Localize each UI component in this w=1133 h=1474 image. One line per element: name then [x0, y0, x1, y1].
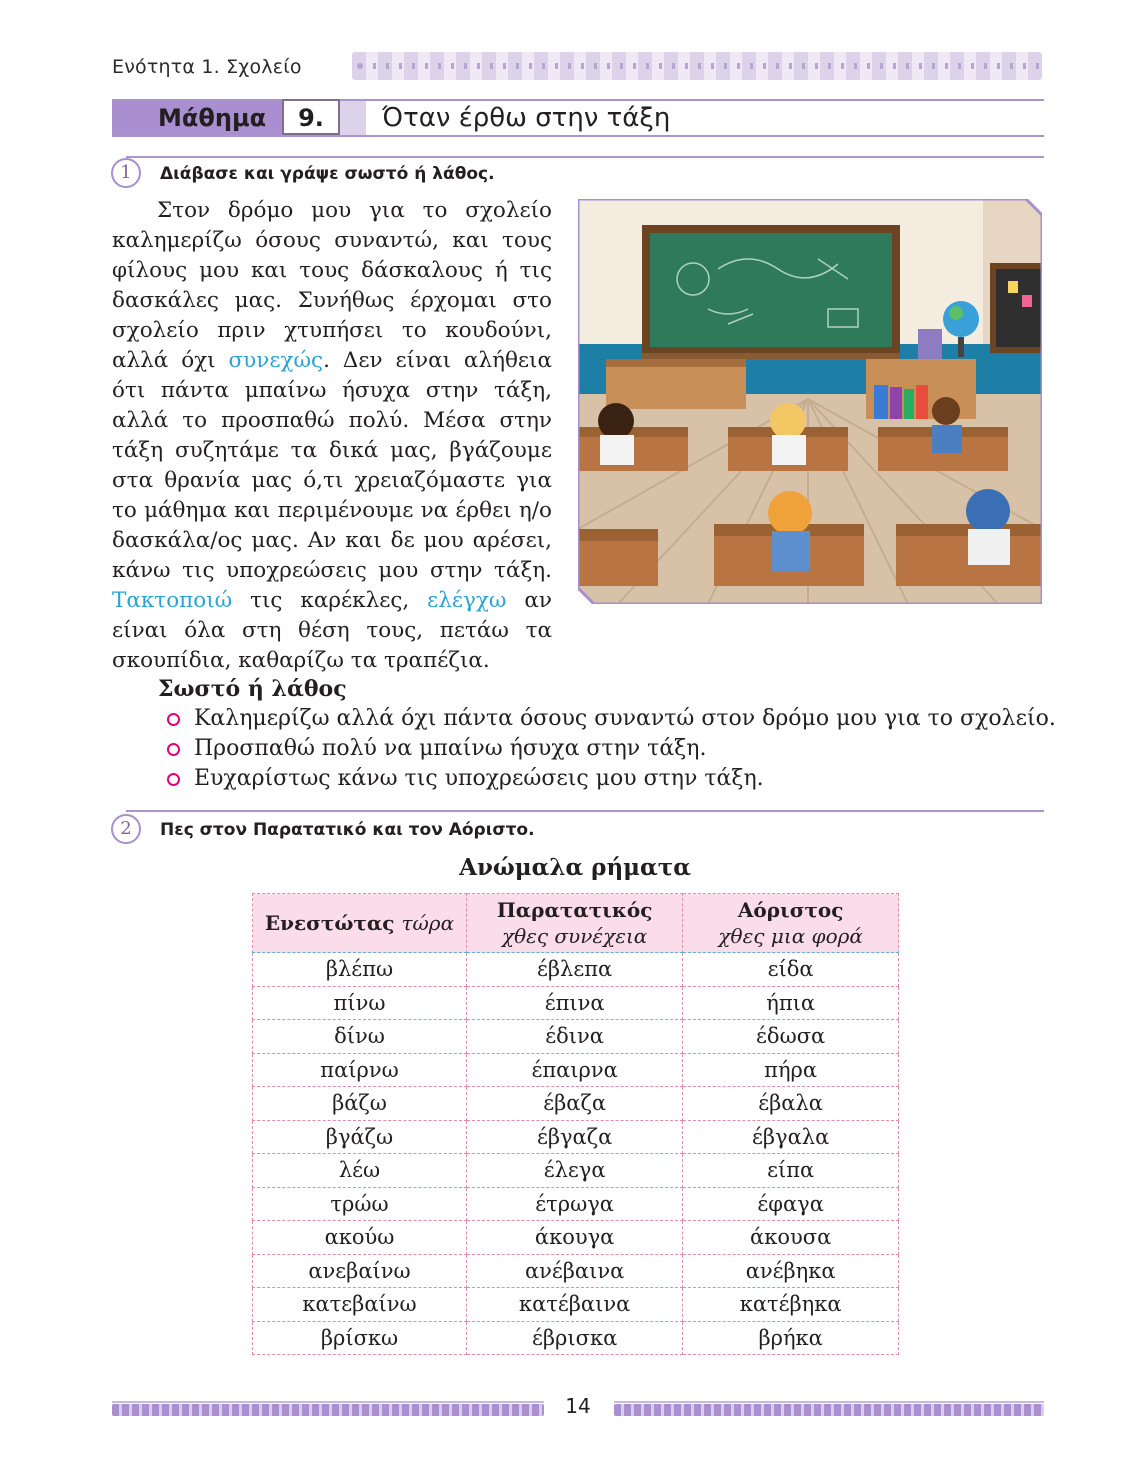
present-cell: βλέπω [253, 953, 467, 987]
bullet-circle-icon [167, 743, 180, 756]
table-row [253, 1221, 899, 1255]
table-row [253, 1321, 899, 1355]
table-row [253, 1120, 899, 1154]
exercise1-instruction: Διάβασε και γράψε σωστό ή λάθος. [160, 164, 495, 184]
statement-item [164, 704, 1064, 734]
page-number: 14 [565, 1394, 591, 1418]
passage-text: τις καρέκλες, [232, 588, 428, 613]
imperfect-cell: έβαζα [467, 1087, 683, 1121]
exercise1-divider [126, 156, 1044, 158]
imperfect-cell: άκουγα [467, 1221, 683, 1255]
imperfect-cell: έδινα [467, 1020, 683, 1054]
bullet-circle-icon [167, 713, 180, 726]
table-row [253, 1254, 899, 1288]
highlighted-word: Τακτοποιώ [112, 588, 233, 613]
imperfect-cell: ανέβαινα [467, 1254, 683, 1288]
present-cell: βγάζω [253, 1120, 467, 1154]
exercise2-number-badge: 2 [111, 814, 141, 844]
aorist-cell: έβαλα [683, 1087, 899, 1121]
verb-table [252, 893, 899, 1355]
present-cell: πίνω [253, 986, 467, 1020]
table-row [253, 1087, 899, 1121]
imperfect-cell: έπαιρνα [467, 1053, 683, 1087]
table-row [253, 1187, 899, 1221]
footer-wave-right [614, 1404, 1044, 1416]
aorist-cell: έδωσα [683, 1020, 899, 1054]
header-present: Ενεστώτας τώρα [253, 894, 467, 953]
aorist-cell: κατέβηκα [683, 1288, 899, 1322]
aorist-cell: ανέβηκα [683, 1254, 899, 1288]
table-row [253, 1053, 899, 1087]
aorist-cell: ήπια [683, 986, 899, 1020]
aorist-cell: πήρα [683, 1053, 899, 1087]
imperfect-cell: έλεγα [467, 1154, 683, 1188]
classroom-illustration [578, 199, 1042, 604]
aorist-cell: έβγαλα [683, 1120, 899, 1154]
exercise1-number-badge: 1 [111, 158, 141, 188]
present-cell: ανεβαίνω [253, 1254, 467, 1288]
footer-wave-left [112, 1404, 544, 1416]
present-cell: δίνω [253, 1020, 467, 1054]
header-aorist: Αόριστος χθες μια φορά [683, 894, 899, 953]
present-cell: παίρνω [253, 1053, 467, 1087]
statement-item [164, 764, 1064, 794]
lesson-separator [340, 101, 366, 135]
footer-line-right [614, 1401, 1044, 1403]
table-header-row [253, 894, 899, 953]
decorative-wave-band [352, 52, 1042, 80]
passage-text: αν είναι όλα στη θέση τους, πετάω τα σκουπίδια, καθαρίζω τα τραπέζια. [112, 588, 552, 673]
statement-list [164, 704, 1064, 794]
present-cell: ακούω [253, 1221, 467, 1255]
exercise2-divider [126, 810, 1044, 812]
true-false-title: Σωστό ή λάθος [158, 676, 347, 702]
footer-line-left [112, 1401, 544, 1403]
imperfect-cell: έβλεπα [467, 953, 683, 987]
table-row [253, 1154, 899, 1188]
present-cell: λέω [253, 1154, 467, 1188]
imperfect-cell: έπινα [467, 986, 683, 1020]
imperfect-cell: έβρισκα [467, 1321, 683, 1355]
lesson-title: Όταν έρθω στην τάξη [382, 103, 671, 133]
table-row [253, 953, 899, 987]
unit-label: Ενότητα 1. Σχολείο [112, 56, 302, 78]
statement-text: Ευχαρίστως κάνω τις υποχρεώσεις μου στην τάξη. [194, 766, 764, 791]
imperfect-cell: κατέβαινα [467, 1288, 683, 1322]
present-cell: τρώω [253, 1187, 467, 1221]
highlighted-word: ελέγχω [427, 588, 507, 613]
passage-text: . Δεν είναι αλήθεια ότι πάντα μπαίνω ήσυχα στην τάξη, αλλά το προσπαθώ πολύ. Μέσα στην τάξη συζητάμε τα δικά μας, βγάζουμε στα θρανία μας ό,τι χρειαζόμαστε για το μάθημα και περιμένουμε να έρθει η/ο δασκάλα/ος μας. Αν και δε μου αρέσει, κάνω τις υποχρεώσεις μου στην τάξη. [112, 348, 552, 583]
present-cell: βρίσκω [253, 1321, 467, 1355]
imperfect-cell: έβγαζα [467, 1120, 683, 1154]
statement-text: Προσπαθώ πολύ να μπαίνω ήσυχα στην τάξη. [194, 736, 707, 761]
highlighted-word: συνεχώς [228, 348, 324, 373]
aorist-cell: έφαγα [683, 1187, 899, 1221]
imperfect-cell: έτρωγα [467, 1187, 683, 1221]
statement-item [164, 734, 1064, 764]
table-title: Ανώμαλα ρήματα [459, 854, 691, 881]
statement-text: Καλημερίζω αλλά όχι πάντα όσους συναντώ στον δρόμο μου για το σχολείο. [194, 706, 1056, 731]
present-cell: βάζω [253, 1087, 467, 1121]
lesson-divider-bottom [112, 135, 1044, 137]
lesson-label: Μάθημα [158, 104, 267, 132]
aorist-cell: άκουσα [683, 1221, 899, 1255]
table-row [253, 1288, 899, 1322]
table-row [253, 986, 899, 1020]
aorist-cell: βρήκα [683, 1321, 899, 1355]
exercise2-instruction: Πες στον Παρατατικό και τον Αόριστο. [160, 820, 535, 840]
table-row [253, 1020, 899, 1054]
present-cell: κατεβαίνω [253, 1288, 467, 1322]
aorist-cell: είδα [683, 953, 899, 987]
lesson-number: 9. [298, 104, 324, 132]
bullet-circle-icon [167, 773, 180, 786]
header-imperfect: Παρατατικός χθες συνέχεια [467, 894, 683, 953]
aorist-cell: είπα [683, 1154, 899, 1188]
reading-passage [112, 196, 552, 676]
passage-text: Στον δρόμο μου για το σχολείο καλημερίζω όσους συναντώ, και τους φίλους μου και τους δάσκαλους ή τις δασκάλες μας. Συνήθως έρχομαι στο σχολείο πριν χτυπήσει το κουδούνι, αλλά όχι [112, 198, 552, 373]
